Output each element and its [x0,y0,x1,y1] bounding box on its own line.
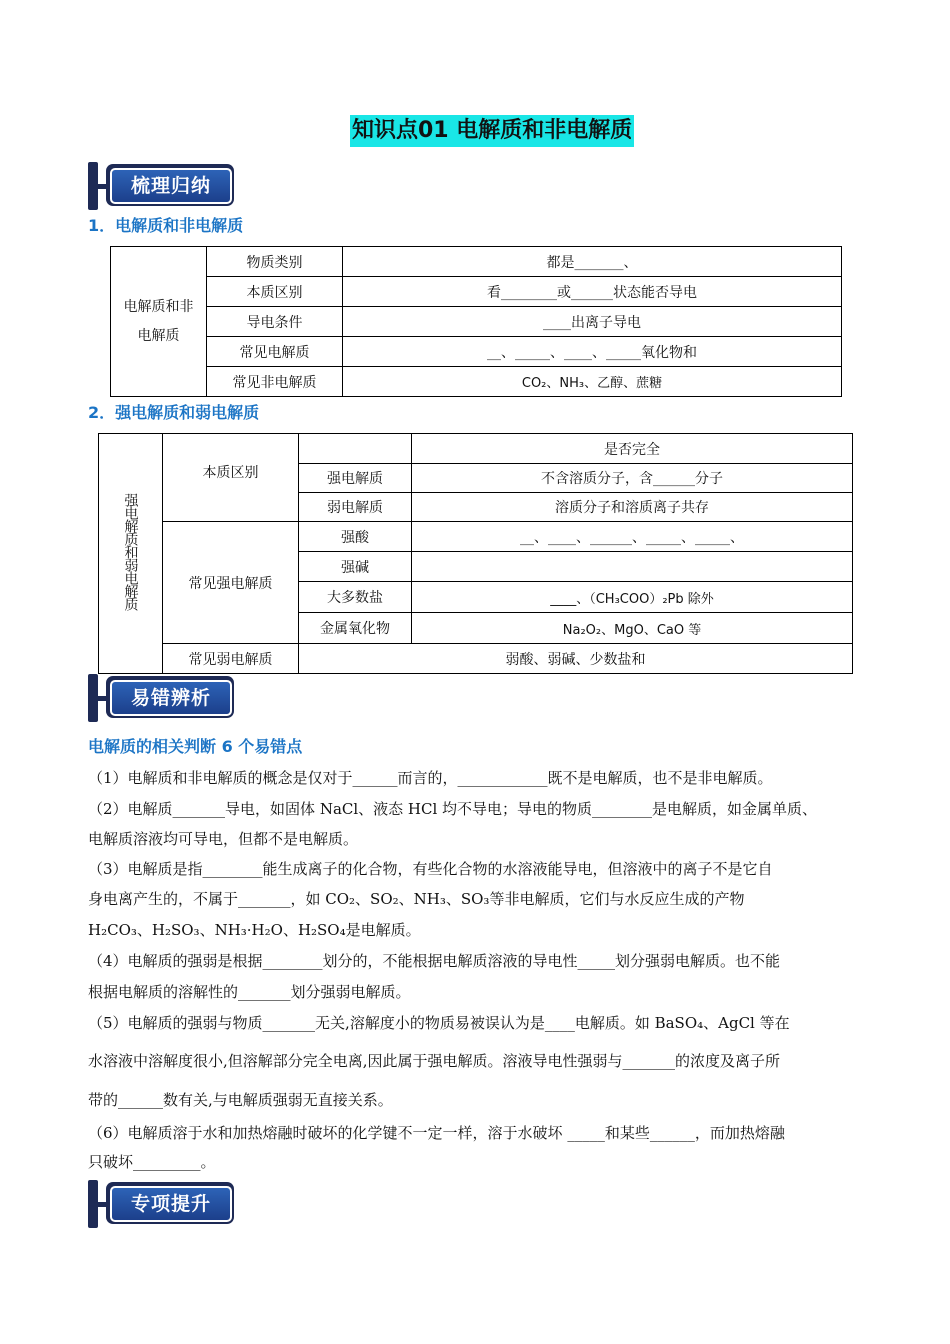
common-weak-value: 弱酸、弱碱、少数盐和 [299,644,853,674]
paragraph-line: （2）电解质_______导电，如固体 NaCl、液态 HCl 均不导电；导电的物质________是电解质，如金属单质、 [88,800,818,818]
row-value: 看________或______状态能否导电 [343,277,842,307]
row-label: 本质区别 [207,277,343,307]
base-label: 强碱 [299,552,412,582]
section1-heading: 1．电解质和非电解质 [88,216,244,235]
paragraph-line: （6）电解质溶于水和加热熔融时破坏的化学键不一定一样，溶于水破坏 _____和某些______，而加热熔融 [88,1124,785,1142]
paragraph-line: （5）电解质的强弱与物质_______无关,溶解度小的物质易被误认为是____电解质。如 BaSO₄、AgCl 等在 [88,1014,790,1032]
page-title: 知识点01 电解质和非电解质 [350,115,634,147]
salt-value: ____、（CH₃COO）₂Pb 除外 [412,582,853,613]
row-label: 常见电解质 [207,337,343,367]
row-value: __、_____、____、_____氧化物和 [343,337,842,367]
banner-summary-label: 梳理归纳 [110,168,232,204]
common-strong-label: 常见强电解质 [163,522,299,644]
base-value [412,552,853,582]
paragraph-line: 根据电解质的溶解性的_______划分强弱电解质。 [88,983,411,1001]
paragraph-line: （4）电解质的强弱是根据________划分的，不能根据电解质溶液的导电性_____划分强弱电解质。也不能 [88,952,781,970]
oxide-value: Na₂O₂、MgO、CaO 等 [412,613,853,644]
paragraph-line: 水溶液中溶解度很小,但溶解部分完全电离,因此属于强电解质。溶液导电性强弱与_______的浓度及离子所 [88,1052,781,1070]
essence-label: 本质区别 [163,434,299,522]
essence-blank [299,434,412,464]
row-label: 导电条件 [207,307,343,337]
strong-weak-table [98,433,853,674]
electrolyte-table [110,246,842,397]
banner-errors-label: 易错辨析 [110,680,232,716]
paragraph-line: （1）电解质和非电解质的概念是仅对于______而言的，____________既不是电解质，也不是非电解质。 [88,769,773,787]
banner-errors [88,674,238,722]
section2-heading: 2．强电解质和弱电解质 [88,403,260,422]
group-cell: 电解质和非电解质 [111,247,207,397]
row-value: CO₂、NH₃、乙醇、蔗糖 [343,367,842,397]
row-value: ____出离子导电 [343,307,842,337]
row-label: 常见非电解质 [207,367,343,397]
strong-label: 强电解质 [299,464,412,493]
essence-top: 是否完全 [412,434,853,464]
row-label: 物质类别 [207,247,343,277]
common-weak-label: 常见弱电解质 [163,644,299,674]
oxide-label: 金属氧化物 [299,613,412,644]
weak-label: 弱电解质 [299,493,412,522]
paragraph-line: （3）电解质是指________能生成离子的化合物，有些化合物的水溶液能导电，但溶液中的离子不是它自 [88,860,773,878]
paragraph-line: 身电离产生的，不属于_______，如 CO₂、SO₂、NH₃、SO₃等非电解质，它们与水反应生成的产物 [88,890,745,908]
paragraph-line: H₂CO₃、H₂SO₃、NH₃·H₂O、H₂SO₄是电解质。 [88,921,421,939]
strong-value: 不含溶质分子，含______分子 [412,464,853,493]
acid-label: 强酸 [299,522,412,552]
weak-value: 溶质分子和溶质离子共存 [412,493,853,522]
row-value: 都是_______、 [343,247,842,277]
acid-value: __、____、______、_____、_____、 [412,522,853,552]
banner-practice [88,1180,238,1228]
paragraph-line: 电解质溶液均可导电，但都不是电解质。 [88,830,359,848]
paragraph-line: 带的______数有关,与电解质强弱无直接关系。 [88,1091,393,1109]
section3-heading: 电解质的相关判断 6 个易错点 [88,737,303,756]
salt-label: 大多数盐 [299,582,412,613]
banner-summary [88,162,238,210]
group-cell: 强电解质和弱电解质 [99,434,163,674]
paragraph-line: 只破坏_________。 [88,1153,216,1171]
banner-practice-label: 专项提升 [110,1186,232,1222]
